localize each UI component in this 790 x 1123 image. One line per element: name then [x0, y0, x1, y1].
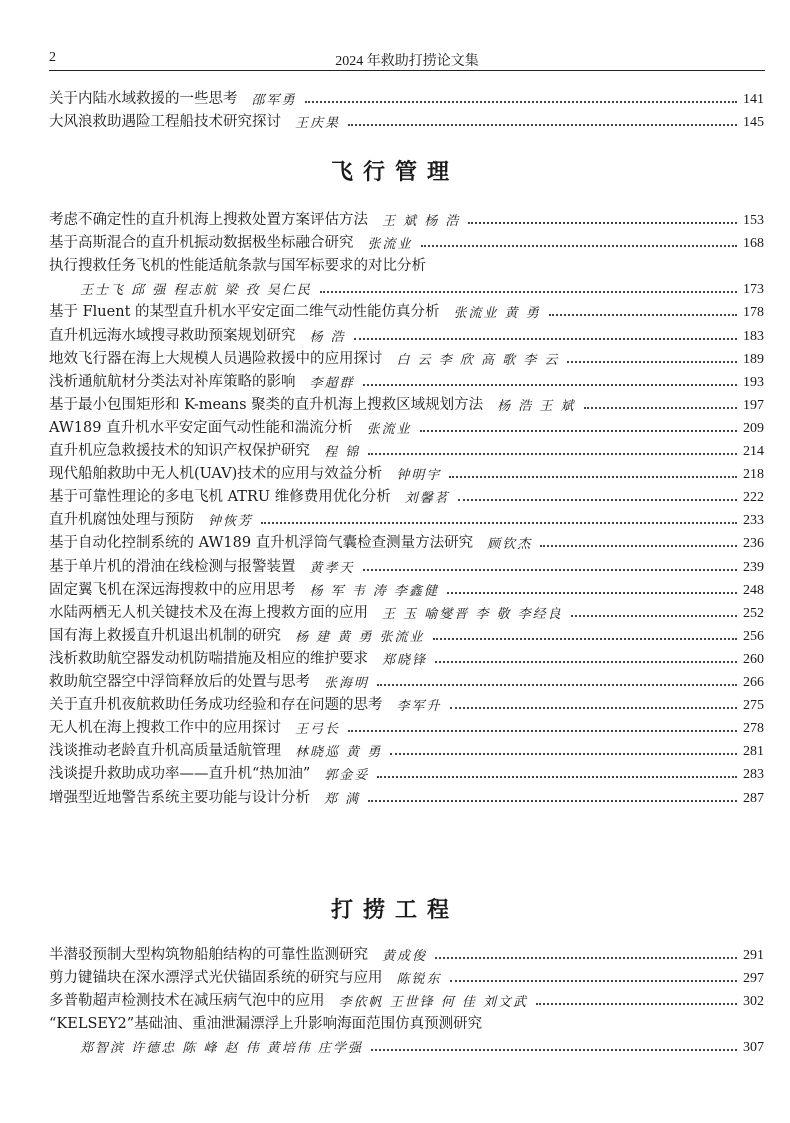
entry-authors: 陈锐东: [396, 972, 442, 988]
entry-title: 基于最小包围矩形和 K-means 聚类的直升机海上搜救区域规划方法: [49, 396, 484, 413]
entry-page-number: 248: [743, 582, 764, 598]
dot-leader: [584, 407, 737, 409]
entry-title: 基于可靠性理论的多电飞机 ATRU 维修费用优化分析: [49, 489, 391, 506]
entry-page-number: 291: [743, 948, 764, 963]
entry-title: 多普勒超声检测技术在减压病气泡中的应用: [49, 993, 325, 1010]
dot-leader: [371, 1049, 737, 1051]
toc-entry[interactable]: [49, 783, 764, 807]
entry-page-number: 173: [743, 282, 764, 298]
entry-title: 直升机远海水域搜寻救助预案规划研究: [49, 327, 296, 344]
entry-page-number: 307: [743, 1040, 764, 1056]
entry-title: 现代船舶救助中无人机(UAV)技术的应用与效益分析: [49, 466, 383, 483]
entry-title: 增强型近地警告系统主要功能与设计分析: [49, 789, 310, 806]
entry-authors: 李军升: [396, 699, 442, 715]
toc-entry[interactable]: [80, 274, 764, 298]
entry-page-number: 189: [743, 351, 764, 367]
toc-entry[interactable]: [49, 367, 764, 391]
dot-leader: [363, 569, 737, 571]
entry-authors: 李依帆 王世锋 何 佳 刘文武: [338, 995, 529, 1011]
entry-title: “KELSEY2”基础油、重油泄漏漂浮上升影响海面范围仿真预测研究: [49, 1016, 483, 1033]
entry-title: 半潜驳预制大型构筑物船舶结构的可靠性监测研究: [49, 947, 368, 963]
page-number: 2: [49, 50, 56, 65]
toc-entry[interactable]: [49, 436, 764, 460]
entry-authors: 王 玉 喻燮晋 李 敬 李经良: [382, 606, 563, 622]
entry-authors: 顾钦杰: [487, 537, 533, 553]
entry-authors: 邵军勇: [251, 93, 297, 108]
toc-entry[interactable]: [49, 986, 764, 1010]
entry-title: 水陆两栖无人机关键技术及在海上搜救方面的应用: [49, 604, 368, 621]
entry-page-number: 178: [743, 305, 764, 321]
dot-leader: [320, 291, 737, 293]
toc-entry[interactable]: [49, 528, 764, 552]
entry-authors: 张流业 黄 勇: [453, 306, 541, 322]
toc-entry[interactable]: [49, 598, 764, 622]
entry-authors: 郭金妥: [324, 768, 370, 784]
entry-authors: 林晓巡 黄 勇: [295, 745, 383, 761]
entry-page-number: 278: [743, 721, 764, 737]
dot-leader: [421, 245, 737, 247]
toc-entry[interactable]: [49, 1009, 764, 1033]
entry-authors: 郑智滨 许德忠 陈 峰 赵 伟 黄培伟 庄学强: [80, 1041, 363, 1057]
entry-page-number: 218: [743, 467, 764, 483]
entry-title: 固定翼飞机在深远海搜救中的应用思考: [49, 581, 296, 598]
dot-leader: [536, 1003, 737, 1005]
entry-authors: 郑 满: [324, 791, 361, 807]
entry-page-number: 275: [743, 698, 764, 714]
entry-authors: 王庆果: [295, 116, 341, 132]
toc-entry[interactable]: [49, 390, 764, 414]
entry-page-number: 222: [743, 490, 764, 506]
dot-leader: [549, 314, 737, 316]
dot-leader: [571, 615, 737, 617]
toc-entry[interactable]: [49, 736, 764, 760]
toc-entry[interactable]: [49, 321, 764, 345]
toc-entry[interactable]: [49, 621, 764, 645]
toc-entry[interactable]: [49, 107, 764, 131]
dot-leader: [348, 730, 737, 732]
entry-authors: 杨 军 韦 涛 李鑫健: [309, 583, 440, 599]
entry-page-number: 236: [743, 536, 764, 552]
entry-authors: 王 斌 杨 浩: [382, 214, 461, 229]
entry-page-number: 197: [743, 397, 764, 413]
entry-authors: 钟明宇: [396, 468, 442, 484]
entry-title: 考虑不确定性的直升机海上搜救处置方案评估方法: [49, 212, 368, 228]
toc-entry[interactable]: [49, 759, 764, 783]
entry-title: 关于直升机夜航救助任务成功经验和存在问题的思考: [49, 697, 383, 714]
entry-title: 无人机在海上搜救工作中的应用探讨: [49, 720, 281, 737]
entry-authors: 张流业: [366, 421, 412, 437]
dot-leader: [368, 453, 737, 455]
dot-leader: [354, 338, 737, 340]
entry-authors: 刘馨茗: [404, 491, 450, 507]
toc-entry[interactable]: [49, 251, 764, 275]
toc-entry[interactable]: [49, 552, 764, 576]
toc-entry[interactable]: [49, 482, 764, 506]
entry-page-number: 141: [743, 92, 764, 107]
entry-page-number: 233: [743, 513, 764, 529]
toc-entry[interactable]: [49, 505, 764, 529]
entry-title: 浅谈提升救助成功率——直升机“热加油”: [49, 766, 311, 783]
entry-page-number: 239: [743, 559, 764, 575]
entry-authors: 白 云 李 欣 高 歌 李 云: [396, 352, 560, 368]
entry-title: 浅谈推动老龄直升机高质量适航管理: [49, 743, 281, 760]
toc-entry[interactable]: [49, 413, 764, 437]
toc-entry[interactable]: [49, 963, 764, 987]
entry-title: 国有海上救援直升机退出机制的研究: [49, 627, 281, 644]
dot-leader: [261, 522, 737, 524]
entry-title: 基于单片机的滑油在线检测与报警装置: [49, 558, 296, 575]
dot-leader: [435, 661, 737, 663]
entry-page-number: 297: [743, 971, 764, 987]
section-heading: 打捞工程: [330, 898, 459, 923]
entry-page-number: 266: [743, 675, 764, 690]
toc-entry[interactable]: [49, 575, 764, 599]
entry-page-number: 252: [743, 605, 764, 621]
entry-page-number: 168: [743, 236, 764, 252]
toc-entry[interactable]: [49, 344, 764, 368]
toc-entry[interactable]: [49, 84, 764, 108]
entry-authors: 王弓长: [295, 722, 341, 738]
toc-entry[interactable]: [80, 1032, 764, 1056]
entry-page-number: 256: [743, 628, 764, 644]
entry-page-number: 193: [743, 374, 764, 390]
dot-leader: [450, 980, 737, 982]
entry-title: 关于内陆水域救援的一些思考: [49, 91, 238, 107]
entry-authors: 张流业: [367, 237, 413, 253]
dot-leader: [540, 545, 737, 547]
dot-leader: [363, 384, 737, 386]
entry-title: 直升机腐蚀处理与预防: [49, 512, 194, 529]
dot-leader: [435, 957, 737, 959]
entry-title: 基于自动化控制系统的 AW189 直升机浮筒气囊检查测量方法研究: [49, 535, 474, 552]
entry-authors: 郑晓锋: [382, 652, 428, 668]
toc-entry[interactable]: [49, 713, 764, 737]
entry-page-number: 302: [743, 994, 764, 1010]
dot-leader: [348, 124, 737, 126]
entry-title: 剪力键锚块在深水漂浮式光伏锚固系统的研究与应用: [49, 970, 383, 987]
entry-title: 大风浪救助遇险工程船技术研究探讨: [49, 114, 281, 131]
dot-leader: [433, 638, 737, 640]
entry-authors: 杨 建 黄 勇 张流业: [295, 629, 425, 645]
entry-title: 地效飞行器在海上大规模人员遇险救援中的应用探讨: [49, 350, 383, 367]
entry-page-number: 153: [743, 213, 764, 228]
entry-authors: 程 锦: [324, 445, 361, 460]
page-header: [49, 44, 765, 71]
entry-page-number: 281: [743, 744, 764, 760]
dot-leader: [447, 592, 737, 594]
entry-page-number: 283: [743, 767, 764, 783]
entry-page-number: 260: [743, 651, 764, 667]
entry-title: 救助航空器空中浮筒释放后的处置与思考: [49, 674, 310, 690]
entry-page-number: 145: [743, 115, 764, 131]
dot-leader: [450, 707, 737, 709]
entry-title: 浅析救助航空器发动机防喘措施及相应的维护要求: [49, 650, 368, 667]
entry-authors: 钟恢芳: [208, 514, 254, 530]
entry-authors: 王士飞 邱 强 程志航 梁 孜 吴仁民: [80, 283, 312, 299]
book-title: 2024 年救助打捞论文集: [335, 54, 479, 69]
entry-title: 执行搜救任务飞机的性能适航条款与国军标要求的对比分析: [49, 258, 426, 275]
entry-authors: 杨 浩 王 斌: [497, 398, 576, 414]
dot-leader: [458, 499, 737, 501]
dot-leader: [567, 361, 737, 363]
entry-authors: 张海明: [324, 676, 370, 691]
toc-entry[interactable]: [49, 644, 764, 668]
entry-title: AW189 直升机水平安定面气动性能和湍流分析: [49, 419, 353, 436]
entry-authors: 黄成俊: [382, 949, 428, 964]
toc-entry[interactable]: [49, 690, 764, 714]
entry-title: 基于高斯混合的直升机振动数据极坐标融合研究: [49, 235, 354, 252]
toc-entry[interactable]: [49, 228, 764, 252]
dot-leader: [390, 753, 737, 755]
toc-entry[interactable]: [49, 667, 764, 691]
dot-leader: [377, 776, 737, 778]
entry-page-number: 214: [743, 444, 764, 459]
dot-leader: [377, 684, 737, 686]
entry-authors: 黄孝天: [309, 560, 355, 576]
entry-authors: 杨 浩: [309, 329, 346, 345]
dot-leader: [305, 101, 737, 103]
entry-page-number: 209: [743, 420, 764, 436]
entry-title: 浅析通航航材分类法对补库策略的影响: [49, 373, 296, 390]
toc-entry[interactable]: [49, 459, 764, 483]
toc-entry[interactable]: [49, 940, 764, 964]
dot-leader: [420, 430, 737, 432]
dot-leader: [368, 800, 737, 802]
entry-authors: 李超群: [309, 375, 355, 391]
entry-title: 基于 Fluent 的某型直升机水平安定面二维气动性能仿真分析: [49, 304, 440, 321]
entry-page-number: 287: [743, 790, 764, 806]
dot-leader: [449, 476, 737, 478]
section-heading: 飞行管理: [330, 160, 459, 185]
toc-entry[interactable]: [49, 297, 764, 321]
dot-leader: [468, 222, 737, 224]
entry-page-number: 183: [743, 328, 764, 344]
entry-title: 直升机应急救援技术的知识产权保护研究: [49, 443, 310, 459]
toc-entry[interactable]: [49, 205, 764, 229]
